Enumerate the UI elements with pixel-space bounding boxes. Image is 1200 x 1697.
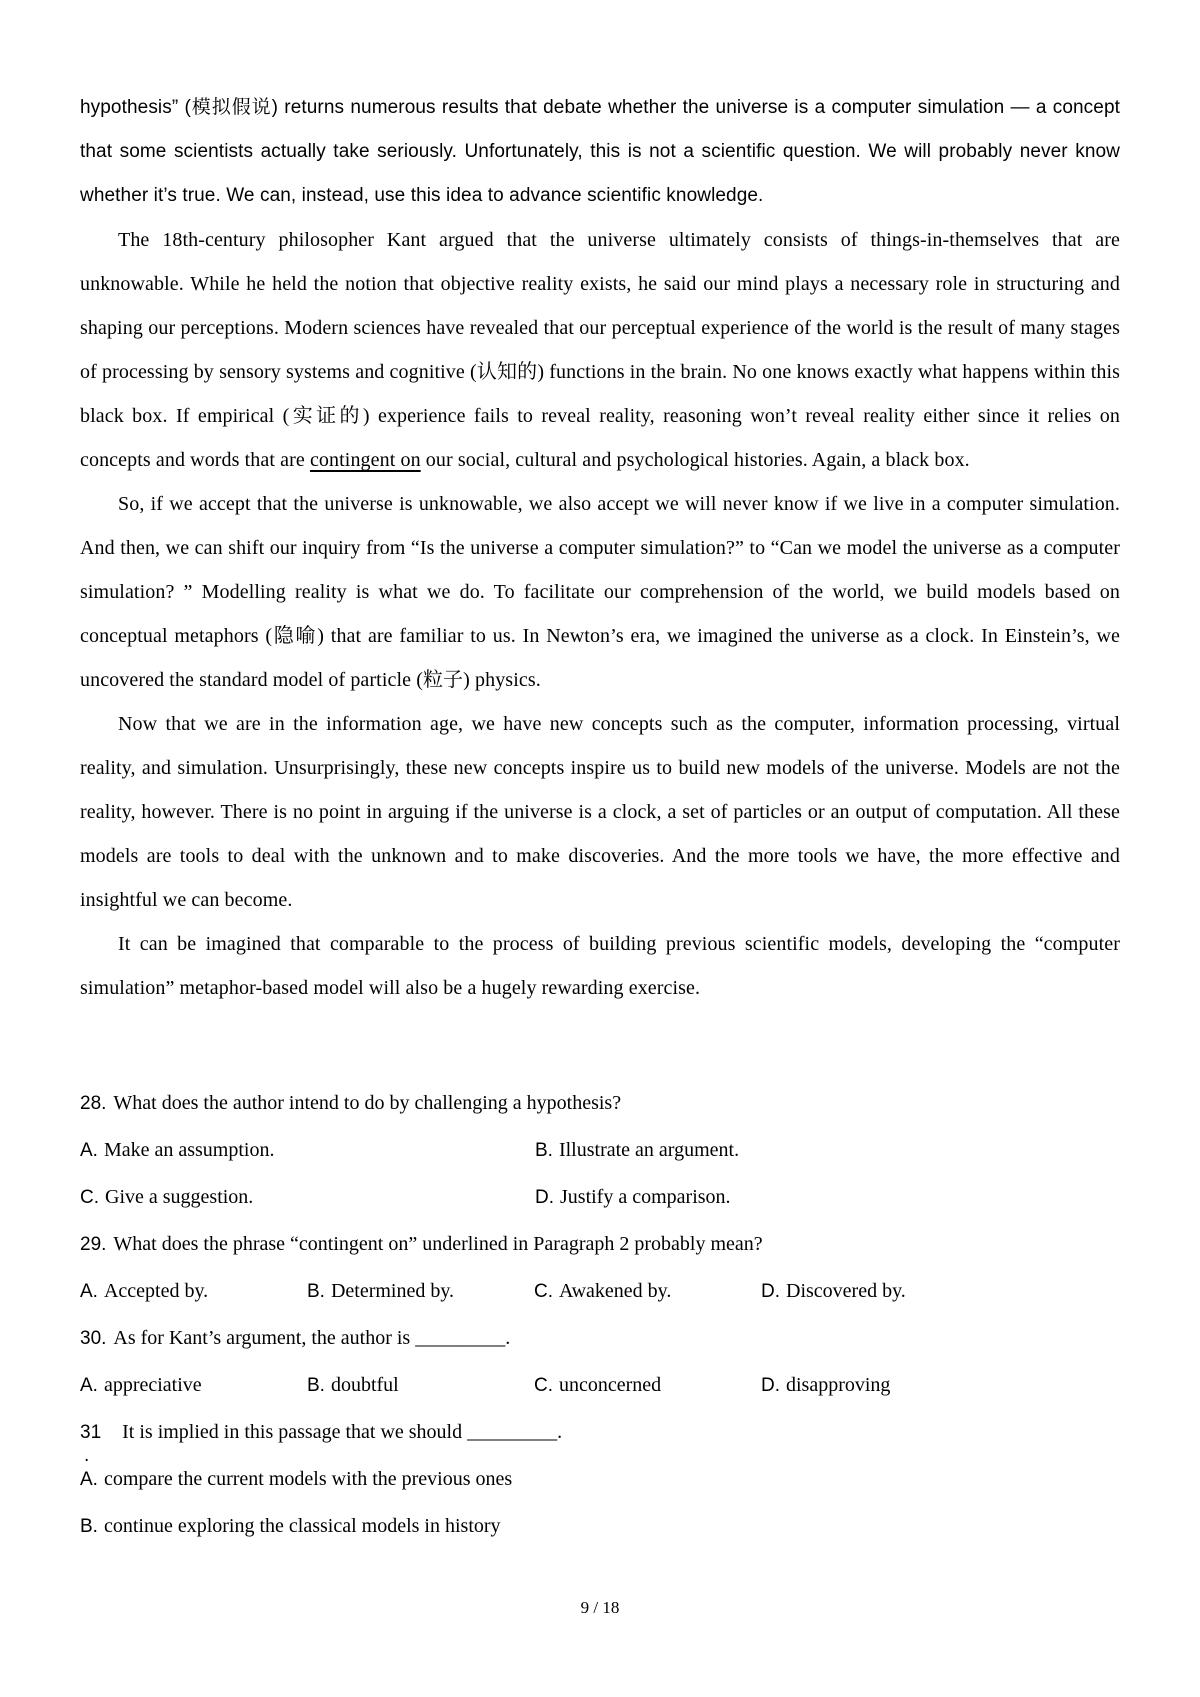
option-text: Awakened by. bbox=[559, 1280, 672, 1302]
option-letter: C. bbox=[534, 1281, 553, 1302]
question-31-number: 31 . bbox=[80, 1409, 108, 1456]
option-letter: D. bbox=[761, 1281, 780, 1302]
paragraph-2-text-after: our social, cultural and psychological histories. Again, a black box. bbox=[420, 449, 970, 471]
passage-paragraph-4: Now that we are in the information age, we have new concepts such as the computer, information processing, virtual reality, and simulation. Unsurprisingly, these new concepts inspire us to build new models of the universe. Models are not the reality, however. There is no point in arguing if the universe is a clock, a set of particles or an output of computation. All these models are tools to deal with the unknown and to make discoveries. And the more tools we have, the more effective and insightful we can become. bbox=[80, 713, 1120, 911]
option-letter: A. bbox=[80, 1281, 98, 1302]
option-letter: C. bbox=[534, 1375, 553, 1396]
option-text: continue exploring the classical models in history bbox=[103, 1515, 501, 1537]
question-30-option-c bbox=[534, 1362, 761, 1409]
option-letter: B. bbox=[307, 1281, 325, 1302]
question-30-number: 30. bbox=[80, 1328, 107, 1349]
option-text: Illustrate an argument. bbox=[558, 1139, 740, 1161]
option-text: doubtful bbox=[330, 1374, 399, 1396]
passage-paragraph-3: So, if we accept that the universe is unknowable, we also accept we will never know if we live in a computer simulation. And then, we can shift our inquiry from “Is the universe a computer simulation?” to “Can we model the universe as a computer simulation? ” Modelling reality is what we do. To facilitate our comprehension of the world, we build models based on conceptual metaphors (隐喻) that are familiar to us. In Newton’s era, we imagined the universe as a clock. In Einstein’s, we uncovered the standard model of particle (粒子) physics. bbox=[80, 493, 1120, 691]
question-29-option-d bbox=[761, 1268, 1120, 1315]
option-text: unconcerned bbox=[559, 1374, 662, 1396]
option-text: disapproving bbox=[786, 1374, 891, 1396]
question-31-stray-period: . bbox=[84, 1445, 90, 1466]
question-29-option-c bbox=[534, 1268, 761, 1315]
option-text: Determined by. bbox=[330, 1280, 455, 1302]
option-letter: A. bbox=[80, 1469, 98, 1490]
question-28-option-c bbox=[80, 1174, 535, 1221]
page-content bbox=[80, 86, 1120, 1550]
question-28-option-d bbox=[535, 1174, 1120, 1221]
passage-paragraph-5: It can be imagined that comparable to the process of building previous scientific models, developing the “computer simulation” metaphor-based model will also be a hugely rewarding exercise. bbox=[80, 933, 1120, 999]
option-text: appreciative bbox=[103, 1374, 202, 1396]
question-29-number: 29. bbox=[80, 1234, 107, 1255]
option-letter: B. bbox=[80, 1516, 98, 1537]
question-31 bbox=[80, 1409, 1120, 1466]
question-28-option-b bbox=[535, 1127, 1120, 1174]
question-29-option-a bbox=[80, 1268, 307, 1315]
question-28-number: 28. bbox=[80, 1093, 107, 1114]
question-29-options bbox=[80, 1268, 1120, 1315]
option-text: Accepted by. bbox=[103, 1280, 209, 1302]
underlined-phrase-contingent-on: contingent on bbox=[309, 449, 421, 471]
paragraph-2-text-before: The 18th-century philosopher Kant argued that the universe ultimately consists of things-in-themselves that are unknowable. While he held the notion that objective reality exists, he said our mind plays a necessary role in structuring and shaping our perceptions. Modern sciences have revealed that our perceptual experience of the world is the result of many stages of processing by sensory systems and cognitive (认知的) functions in the brain. No one knows exactly what happens within this black box. If empirical (实证的) experience fails to reveal reality, reasoning won’t reveal reality either since it relies on concepts and words that are bbox=[80, 229, 1120, 471]
passage-paragraph-1: hypothesis” (模拟假说) returns numerous results that debate whether the universe is a computer simulation — a concept that some scientists actually take seriously. Unfortunately, this is not a scientific question. We will probably never know whether it’s true. We can, instead, use this idea to advance scientific knowledge. bbox=[80, 97, 1120, 206]
option-text: compare the current models with the previous ones bbox=[103, 1468, 513, 1490]
question-30-options bbox=[80, 1362, 1120, 1409]
option-letter: A. bbox=[80, 1375, 98, 1396]
option-text: Discovered by. bbox=[786, 1280, 906, 1302]
questions-section bbox=[80, 1080, 1120, 1550]
option-letter: D. bbox=[761, 1375, 780, 1396]
question-29-text: What does the phrase “contingent on” underlined in Paragraph 2 probably mean? bbox=[113, 1233, 763, 1255]
passage-paragraph-2 bbox=[80, 218, 1120, 482]
option-letter: A. bbox=[80, 1140, 98, 1161]
question-30-option-a bbox=[80, 1362, 307, 1409]
question-29 bbox=[80, 1221, 1120, 1268]
option-letter: C. bbox=[80, 1187, 99, 1208]
question-31-option-b bbox=[80, 1503, 1120, 1550]
question-31-option-a bbox=[80, 1456, 1120, 1503]
question-31-text: It is implied in this passage that we should _________. bbox=[122, 1421, 563, 1443]
question-28-options bbox=[80, 1127, 1120, 1221]
option-text: Give a suggestion. bbox=[105, 1186, 254, 1208]
option-letter: B. bbox=[535, 1140, 553, 1161]
question-28-text: What does the author intend to do by challenging a hypothesis? bbox=[113, 1092, 622, 1114]
question-29-option-b bbox=[307, 1268, 534, 1315]
question-28 bbox=[80, 1080, 1120, 1127]
option-text: Justify a comparison. bbox=[560, 1186, 731, 1208]
page-number: 9 / 18 bbox=[580, 1598, 620, 1617]
question-30-option-d bbox=[761, 1362, 1120, 1409]
reading-passage bbox=[80, 86, 1120, 1010]
question-30 bbox=[80, 1315, 1120, 1362]
option-letter: B. bbox=[307, 1375, 325, 1396]
option-letter: D. bbox=[535, 1187, 554, 1208]
question-30-option-b bbox=[307, 1362, 534, 1409]
question-28-option-a bbox=[80, 1127, 535, 1174]
option-text: Make an assumption. bbox=[103, 1139, 275, 1161]
question-30-text: As for Kant’s argument, the author is _________. bbox=[113, 1327, 511, 1349]
